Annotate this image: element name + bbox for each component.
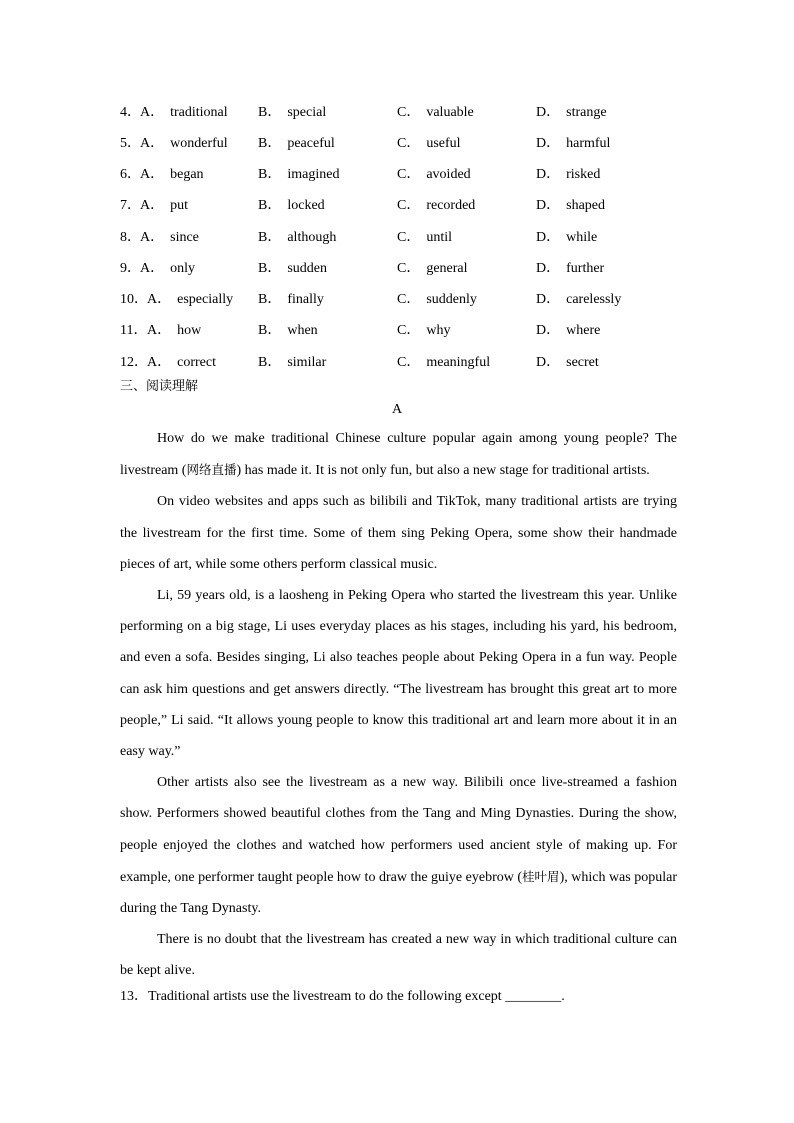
option-c: C． suddenly [397, 292, 477, 307]
option-d: D． further [536, 261, 605, 276]
question-number: 4． [120, 105, 141, 120]
option-b: B． peaceful [258, 136, 335, 151]
option-b: B． imagined [258, 167, 340, 182]
option-d: D． where [536, 323, 601, 338]
question-13 [120, 987, 677, 1007]
option-row [120, 103, 680, 123]
passage-paragraph: Other artists also see the livestream as a new way. Bilibili once live-streamed a fashion show. Performers showed beautiful clothes from the Tang and Ming Dynasties. During the show, people enjoyed the clothes and watched how performers used ancient style of making up. For example, one performer taught people how to draw the guiye eyebrow (桂叶眉), which was popular during the Tang Dynasty. [120, 775, 677, 917]
passage-label: A [391, 402, 403, 417]
option-row [120, 134, 680, 154]
section-title: 三、阅读理解 [120, 379, 199, 394]
passage-paragraph: How do we make traditional Chinese culture popular again among young people? The livestream (网络直播) has made it. It is not only fun, but also a new stage for traditional artists. [120, 431, 677, 479]
option-b: B． finally [258, 292, 324, 307]
option-d: D． shaped [536, 198, 606, 213]
option-d: D． strange [536, 105, 607, 120]
option-row [120, 196, 680, 216]
question-number: 5． [120, 136, 141, 151]
reading-passage [120, 423, 677, 987]
passage-paragraph: There is no doubt that the livestream has created a new way in which traditional culture can be kept alive. [120, 932, 677, 979]
option-b: B． locked [258, 198, 325, 213]
option-d: D． risked [536, 167, 601, 182]
option-a: A． wonderful [140, 136, 228, 151]
option-a: A． correct [147, 355, 216, 370]
option-a: A． put [140, 198, 189, 213]
option-b: B． special [258, 105, 327, 120]
option-a: A． since [140, 230, 199, 245]
option-row [120, 165, 680, 185]
option-c: C． meaningful [397, 355, 491, 370]
option-b: B． although [258, 230, 337, 245]
option-c: C． until [397, 230, 453, 245]
option-b: B． when [258, 323, 318, 338]
option-c: C． valuable [397, 105, 474, 120]
question-number: 6． [120, 167, 141, 182]
option-a: A． began [140, 167, 204, 182]
question-number: 8． [120, 230, 141, 245]
option-row [120, 290, 680, 310]
option-b: B． similar [258, 355, 327, 370]
question-number: 13． [120, 989, 148, 1004]
option-a: A． only [140, 261, 196, 276]
option-c: C． recorded [397, 198, 476, 213]
question-number: 9． [120, 261, 141, 276]
option-b: B． sudden [258, 261, 328, 276]
option-c: C． why [397, 323, 451, 338]
option-c: C． useful [397, 136, 461, 151]
option-a: A． traditional [140, 105, 228, 120]
option-row [120, 353, 680, 373]
question-number: 7． [120, 198, 141, 213]
option-c: C． avoided [397, 167, 471, 182]
option-row [120, 228, 680, 248]
option-a: A． how [147, 323, 202, 338]
option-d: D． while [536, 230, 598, 245]
option-row [120, 259, 680, 279]
option-c: C． general [397, 261, 468, 276]
option-d: D． harmful [536, 136, 611, 151]
option-a: A． especially [147, 292, 234, 307]
question-number: 11． [120, 323, 148, 338]
question-number: 12． [120, 355, 148, 370]
question-number: 10． [120, 292, 148, 307]
passage-paragraph: Li, 59 years old, is a laosheng in Peking Opera who started the livestream this year. Unlike performing on a big stage, Li uses everyday places as his stages, including his yard, his bedroom, and even a sofa. Besides singing, Li also teaches people about Peking Opera in a fun way. People can ask him questions and get answers directly. “The livestream has brought this great art to more people,” Li said. “It allows young people to know this traditional art and learn more about it in an easy way.” [120, 588, 677, 760]
passage-paragraph: On video websites and apps such as bilibili and TikTok, many traditional artists are trying the livestream for the first time. Some of them sing Peking Opera, some show their handmade pieces of art, while some others perform classical music. [120, 494, 677, 572]
option-d: D． carelessly [536, 292, 622, 307]
question-text: Traditional artists use the livestream to do the following except ________. [148, 989, 565, 1004]
option-d: D． secret [536, 355, 599, 370]
option-row [120, 321, 680, 341]
